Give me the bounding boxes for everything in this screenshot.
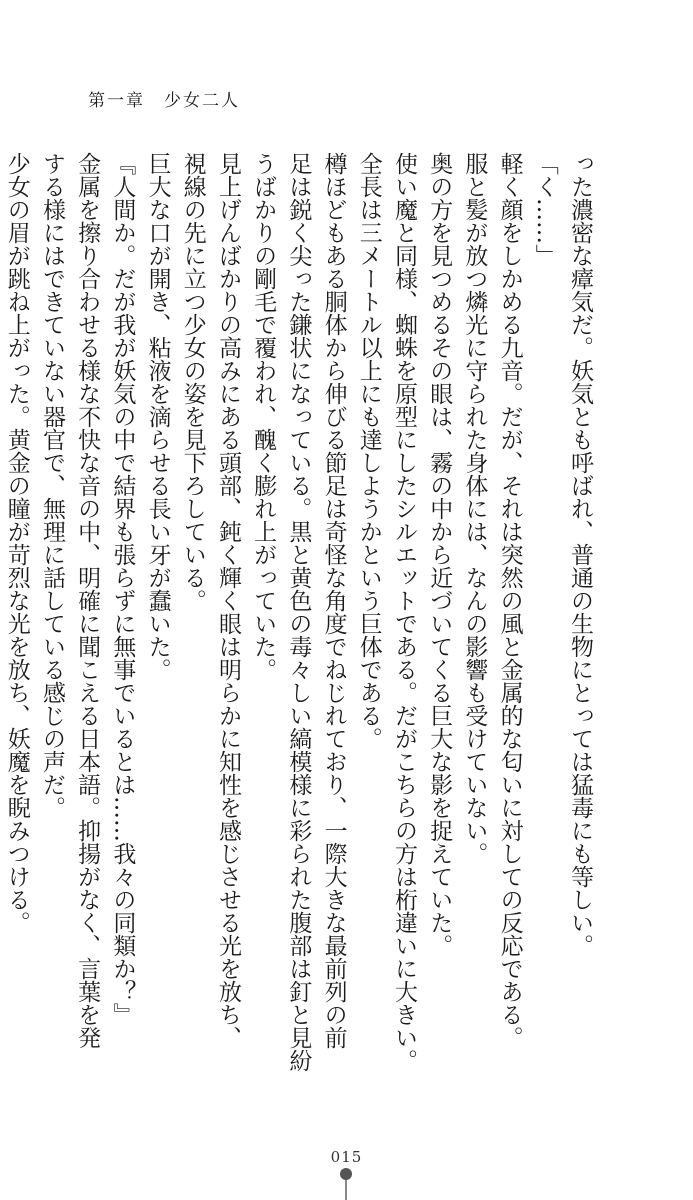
- text-line: 巨大な口が開き、粘液を滴らせる長い牙が蠢いた。: [144, 152, 171, 681]
- page-number: 015: [330, 1148, 363, 1166]
- text-line: 足は鋭く尖った鎌状になっている。黒と黄色の毒々しい縞模様に彩られた腹部は釘と見紛: [285, 152, 312, 1072]
- text-line: 軽く顔をしかめる九音。だが、それは突然の風と金属的な匂いに対しての反応である。: [496, 152, 523, 1049]
- ornament-stem: [345, 1180, 347, 1200]
- text-line: 視線の先に立つ少女の姿を見下ろしている。: [179, 152, 206, 612]
- text-line: った濃密な瘴気だ。妖気とも呼ばれ、普通の生物にとっては猛毒にも等しい。: [567, 152, 593, 957]
- text-line: 『人間か。だが我が妖気の中で結界も張らずに無事でいるとは……我々の同類か？』: [109, 152, 136, 1026]
- text-line: 服と髪が放つ燐光に守られた身体には、なんの影響も受けていない。: [461, 152, 488, 865]
- text-line: 見上げんばかりの高みにある頭部、鈍く輝く眼は明らかに知性を感じさせる光を放ち、: [214, 152, 241, 1049]
- page-ornament-icon: [340, 1168, 352, 1200]
- text-line: 使い魔と同様、蜘蛛を原型にしたシルエットである。だがこちらの方は桁違いに大きい。: [390, 152, 417, 1072]
- body-text: [3, 152, 597, 1072]
- text-line: うばかりの剛毛で覆われ、醜く膨れ上がっていた。: [250, 152, 277, 681]
- text-line: 少女の眉が跳ね上がった。黄金の瞳が苛烈な光を放ち、妖魔を睨みつける。: [3, 152, 30, 934]
- chapter-title: 第一章 少女二人: [88, 91, 240, 111]
- text-line: する様にはできていない器官で、無理に話している感じの声だ。: [38, 152, 65, 819]
- text-line: 樽ほどもある胴体から伸びる節足は奇怪な角度でねじれており、一際大きな最前列の前: [320, 152, 347, 1049]
- text-line: 奥の方を見つめるその眼は、霧の中から近づいてくる巨大な影を捉えていた。: [426, 152, 453, 957]
- text-line: 金属を擦り合わせる様な不快な音の中、明確に聞こえる日本語。抑揚がなく、言葉を発: [74, 152, 101, 1049]
- ornament-dot: [340, 1168, 352, 1180]
- text-line: 「く……」: [531, 152, 558, 267]
- text-line: 全長は三メートル以上にも達しようかという巨体である。: [355, 152, 382, 750]
